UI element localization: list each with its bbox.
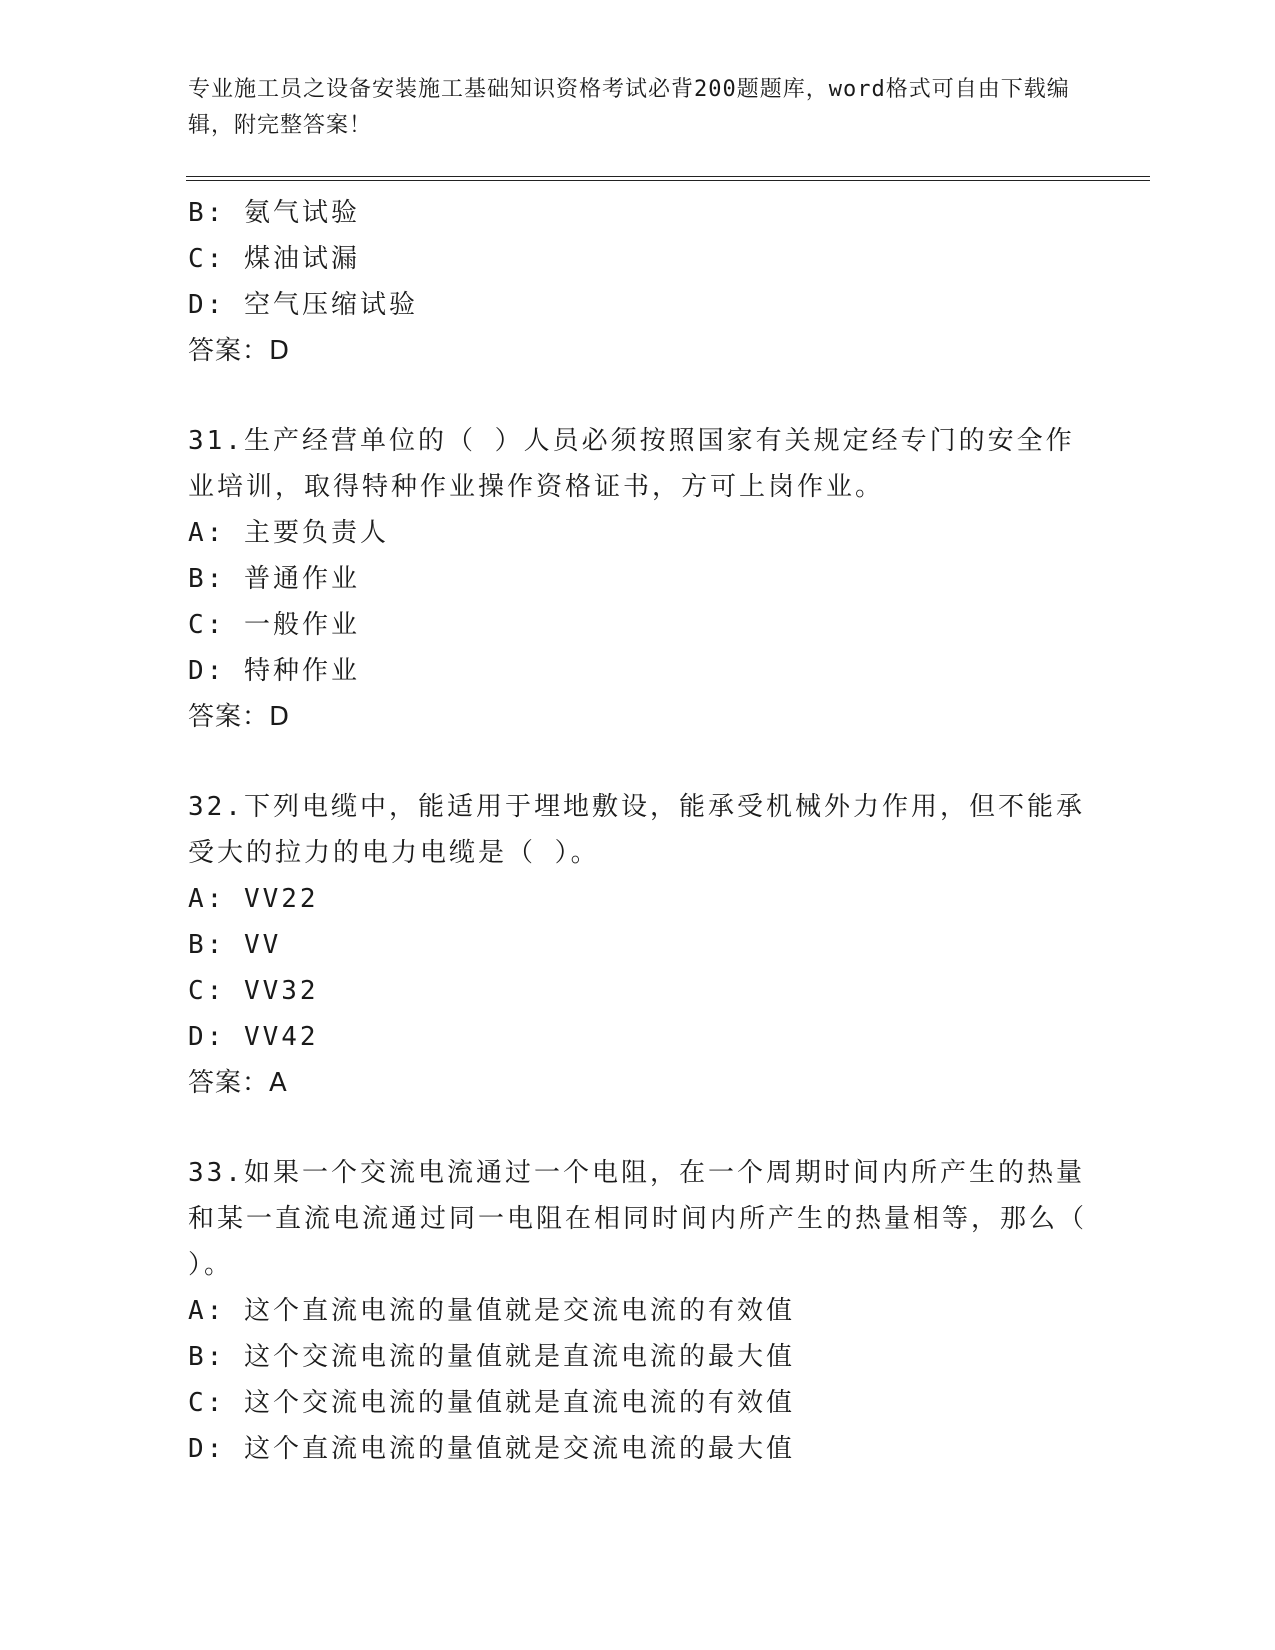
option-b <box>188 556 1088 602</box>
answer-line: 答案：D <box>188 702 291 732</box>
question-stem: 32.下列电缆中，能适用于埋地敷设，能承受机械外力作用，但不能承受大的拉力的电力电缆是（ ）。 <box>188 792 1085 868</box>
option-text: 氨气试验 <box>243 198 360 228</box>
question-31 <box>188 418 1088 740</box>
option-d <box>188 1426 1088 1472</box>
option-c <box>188 602 1088 648</box>
option-text: 这个直流电流的量值就是交流电流的有效值 <box>243 1296 795 1326</box>
option-label: B: <box>188 198 226 228</box>
document-header: 专业施工员之设备安装施工基础知识资格考试必背200题题库，word格式可自由下载编辑，附完整答案！ <box>188 77 1070 138</box>
option-b <box>188 1334 1088 1380</box>
option-label: A: <box>188 884 226 914</box>
option-c <box>188 968 1088 1014</box>
question-33 <box>188 1150 1088 1472</box>
option-text: 这个直流电流的量值就是交流电流的最大值 <box>243 1434 795 1464</box>
prev-question-block <box>188 190 1088 374</box>
option-text: 空气压缩试验 <box>243 290 418 320</box>
spacer <box>188 374 1088 418</box>
option-text: 一般作业 <box>243 610 360 640</box>
option-label: B: <box>188 564 226 594</box>
option-text: VV42 <box>243 1022 319 1052</box>
option-label: C: <box>188 1388 226 1418</box>
answer-line: 答案：A <box>188 1068 288 1098</box>
option-a <box>188 510 1088 556</box>
option-label: C: <box>188 244 226 274</box>
option-text: VV32 <box>243 976 319 1006</box>
option-d <box>188 648 1088 694</box>
spacer <box>188 1106 1088 1150</box>
option-text: 这个交流电流的量值就是直流电流的有效值 <box>243 1388 795 1418</box>
option-label: B: <box>188 1342 226 1372</box>
option-d <box>188 282 1088 328</box>
question-stem: 33.如果一个交流电流通过一个电阻，在一个周期时间内所产生的热量和某一直流电流通过同一电阻在相同时间内所产生的热量相等，那么（ ）。 <box>188 1158 1088 1280</box>
option-text: 这个交流电流的量值就是直流电流的最大值 <box>243 1342 795 1372</box>
question-content <box>188 190 1088 1472</box>
option-label: A: <box>188 518 226 548</box>
option-text: 特种作业 <box>243 656 360 686</box>
option-label: C: <box>188 976 226 1006</box>
option-text: 煤油试漏 <box>243 244 360 274</box>
answer-line: 答案：D <box>188 336 291 366</box>
option-c <box>188 236 1088 282</box>
option-label: B: <box>188 930 226 960</box>
question-32 <box>188 784 1088 1106</box>
header-double-rule <box>186 176 1150 181</box>
option-d <box>188 1014 1088 1060</box>
option-label: D: <box>188 656 226 686</box>
rule-line-bottom <box>186 180 1150 181</box>
option-text: VV22 <box>243 884 319 914</box>
spacer <box>188 740 1088 784</box>
option-label: A: <box>188 1296 226 1326</box>
option-label: D: <box>188 1022 226 1052</box>
option-b <box>188 922 1088 968</box>
option-a <box>188 1288 1088 1334</box>
option-label: C: <box>188 610 226 640</box>
question-stem: 31.生产经营单位的（ ）人员必须按照国家有关规定经专门的安全作业培训，取得特种作业操作资格证书，方可上岗作业。 <box>188 426 1075 502</box>
rule-line-top <box>186 176 1150 177</box>
option-a <box>188 876 1088 922</box>
option-c <box>188 1380 1088 1426</box>
option-label: D: <box>188 1434 226 1464</box>
option-text: 主要负责人 <box>243 518 389 548</box>
option-text: 普通作业 <box>243 564 360 594</box>
option-text: VV <box>243 930 282 960</box>
option-b <box>188 190 1088 236</box>
option-label: D: <box>188 290 226 320</box>
